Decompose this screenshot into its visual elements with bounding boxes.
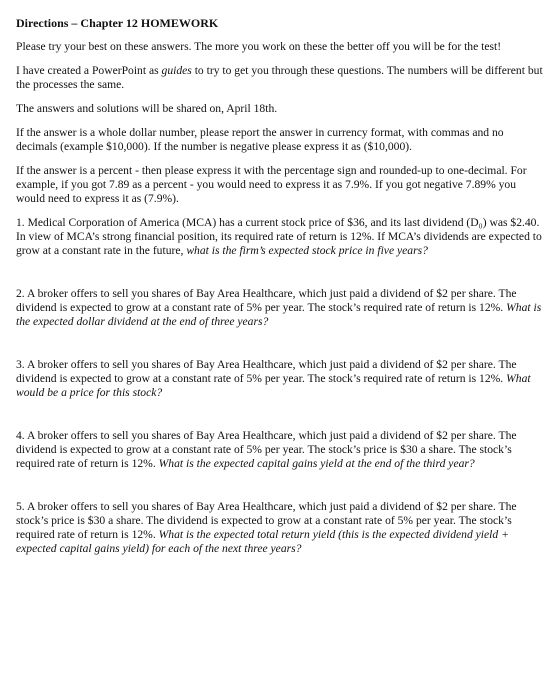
question-spacer — [16, 471, 546, 500]
question-1-ask: what is the firm’s expected stock price in five years? — [186, 244, 428, 257]
question-5 — [16, 500, 546, 556]
directions-paragraph-1: Please try your best on these answers. The more you work on these the better off you will be for the test! — [16, 40, 502, 53]
question-4-ask: What is the expected capital gains yield at the end of the third year? — [158, 457, 475, 470]
question-spacer — [16, 258, 546, 287]
question-5-body: 5. A broker offers to sell you shares of Bay Area Healthcare, which just paid a dividend of $2 per share. The stock’s price is $30 a share. The dividend is expected to grow at a constant rate of 5% per year. The stock’s required rate of return is 12%. — [16, 500, 517, 541]
directions-paragraph-2-end: to try to get you through these questions. The numbers will be different but the processes the same. — [16, 64, 543, 91]
document-page — [16, 16, 546, 556]
question-3-ask: What would be a price for this stock? — [16, 372, 531, 399]
question-1-body: 1. Medical Corporation of America (MCA) has a current stock price of $36, and its last dividend (D₀) was $2.40. In view of MCA’s strong financial position, its required rate of return is 12%. If MCA’s dividends are expected to grow at a constant rate in the future, — [16, 216, 542, 257]
directions-paragraph-2 — [16, 64, 546, 92]
directions-paragraph-2-start: I have created a PowerPoint as — [16, 64, 162, 77]
question-4 — [16, 429, 546, 471]
question-2-ask: What is the expected dollar dividend at the end of three years? — [16, 301, 542, 328]
directions-paragraph-4: If the answer is a whole dollar number, please report the answer in currency format, with commas and no decimals (example $10,000). If the number is negative please express it as ($10,000). — [16, 126, 504, 153]
question-3 — [16, 358, 546, 400]
question-spacer — [16, 400, 546, 429]
question-1 — [16, 216, 546, 258]
question-2 — [16, 287, 546, 329]
question-4-body: 4. A broker offers to sell you shares of Bay Area Healthcare, which just paid a dividend of $2 per share. The dividend is expected to grow at a constant rate of 5% per year. The stock’s price is $30 a share. The stock’s required rate of return is 12%. — [16, 429, 517, 470]
directions-guides-word: guides — [161, 64, 192, 77]
directions-paragraph-3: The answers and solutions will be shared on, April 18th. — [16, 102, 278, 115]
question-2-body: 2. A broker offers to sell you shares of Bay Area Healthcare, which just paid a dividend of $2 per share. The dividend is expected to grow at a constant rate of 5% per year. The stock’s required rate of return is 12%. — [16, 287, 517, 314]
document-title: Directions – Chapter 12 HOMEWORK — [16, 16, 219, 30]
question-3-body: 3. A broker offers to sell you shares of Bay Area Healthcare, which just paid a dividend of $2 per share. The dividend is expected to grow at a constant rate of 5% per year. The stock’s required rate of return is 12%. — [16, 358, 517, 385]
question-5-ask: What is the expected total return yield (this is the expected dividend yield + expected capital gains yield) for each of the next three years? — [16, 528, 509, 555]
directions-paragraph-5: If the answer is a percent - then please express it with the percentage sign and rounded-up to one-decimal. For example, if you got 7.89 as a percent - you would need to express it as 7.9%. If you got negative 7.89% you would need to express it as (7.9%). — [16, 164, 527, 205]
question-spacer — [16, 329, 546, 358]
